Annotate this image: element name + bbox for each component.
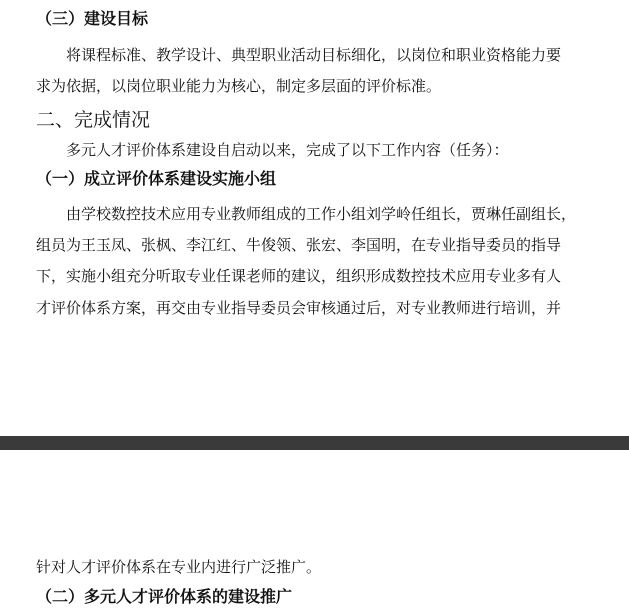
heading-construction-goal: （三）建设目标 <box>36 9 149 28</box>
page-separator <box>0 436 629 450</box>
heading-team-setup: （一）成立评价体系建设实施小组 <box>36 169 277 188</box>
goal-paragraph-line-2: 求为依据，以岗位职业能力为核心，制定多层面的评价标准。 <box>36 77 442 95</box>
section-title-completion: 二、完成情况 <box>36 109 151 131</box>
intro-paragraph: 多元人才评价体系建设自启动以来，完成了以下工作内容（任务）： <box>66 141 509 159</box>
team-paragraph-line-1: 由学校数控技术应用专业教师组成的工作小组刘学岭任组长，贾琳任副组长， <box>66 205 577 223</box>
document-page-2 <box>0 450 629 611</box>
team-paragraph-line-4: 才评价体系方案，再交由专业指导委员会审核通过后，对专业教师进行培训，并 <box>36 299 562 317</box>
heading-system-promotion: （二）多元人才评价体系的建设推广 <box>36 587 293 606</box>
goal-paragraph-line-1: 将课程标准、教学设计、典型职业活动目标细化，以岗位和职业资格能力要 <box>66 46 562 64</box>
team-paragraph-line-2: 组员为王玉凤、张枫、李江红、牛俊领、张宏、李国明，在专业指导委员的指导 <box>36 236 562 254</box>
continued-paragraph-line: 针对人才评价体系在专业内进行广泛推广。 <box>36 558 322 576</box>
team-paragraph-line-3: 下，实施小组充分听取专业任课老师的建议，组织形成数控技术应用专业多有人 <box>36 267 562 285</box>
